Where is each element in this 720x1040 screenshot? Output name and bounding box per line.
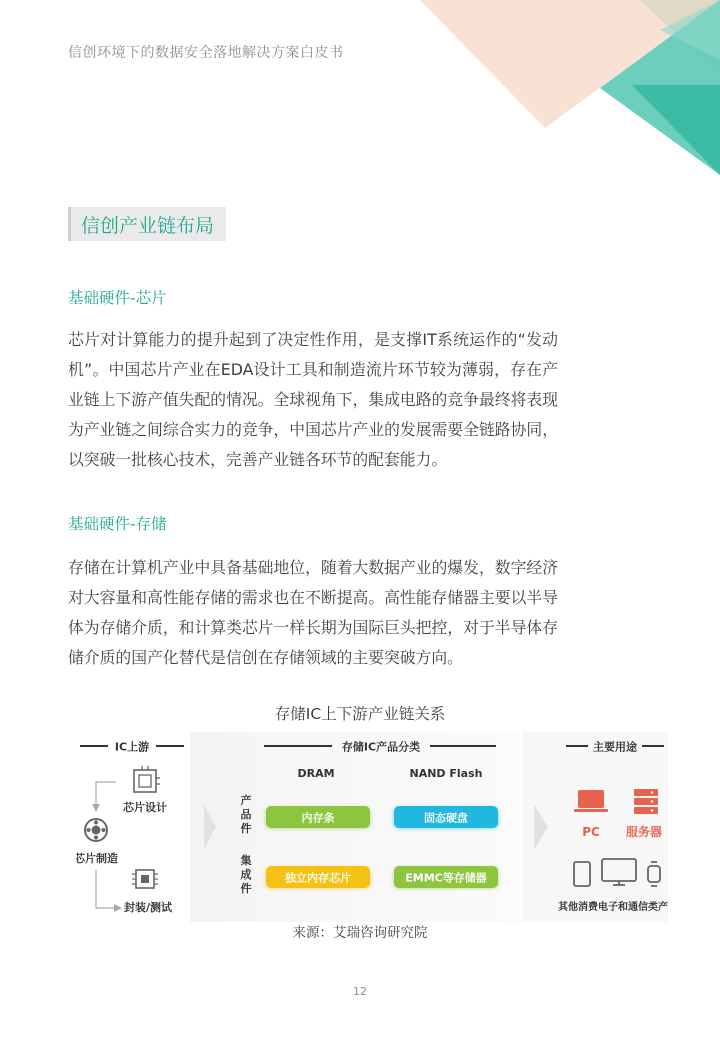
chip-manufacture-icon	[85, 819, 107, 841]
upstream-manufacture: 芯片制造	[76, 852, 118, 865]
row-integrated-1: 集	[240, 854, 252, 867]
upstream-package: 封装/测试	[123, 901, 173, 914]
pill-ssd-label: 固态硬盘	[424, 811, 468, 825]
running-header: 信创环境下的数据安全落地解决方案白皮书	[68, 45, 344, 61]
pill-dram-chip-label: 独立内存芯片	[285, 871, 351, 885]
paragraph-storage: 存储在计算机产业中具备基础地位，随着大数据产业的爆发，数字经济对大容量和高性能存储的需求也在不断提高。高性能存储器主要以半导体为存储介质，和计算类芯片一样长期为国际巨头把控，对于半导体存储介质的国产化替代是信创在存储领域的主要突破方向。	[68, 558, 558, 667]
corner-decoration	[0, 0, 720, 200]
subheading-storage: 基础硬件-存储	[68, 515, 167, 533]
server-icon	[634, 789, 658, 814]
row-label-integrated	[241, 853, 252, 895]
industry-chain-figure	[76, 732, 668, 922]
figure-source: 来源：艾瑞咨询研究院	[292, 925, 428, 941]
row-product-2: 品	[240, 808, 252, 821]
middle-header: 存储IC产品分类	[341, 740, 421, 754]
downstream-pc: PC	[582, 825, 600, 839]
section-title	[68, 207, 226, 241]
figure-title: 存储IC上下游产业链关系	[274, 705, 446, 723]
section-title-text: 信创产业链布局	[81, 214, 215, 237]
page-number: 12	[353, 985, 367, 998]
upstream-header: IC上游	[114, 740, 150, 754]
row-label-product	[241, 793, 252, 835]
downstream-header: 主要用途	[593, 740, 637, 754]
col-nand: NAND Flash	[409, 767, 483, 780]
row-integrated-2: 成	[240, 868, 252, 881]
col-dram: DRAM	[297, 767, 335, 780]
upstream-design: 芯片设计	[123, 801, 167, 814]
pill-memory-stick-label: 内存条	[301, 811, 335, 825]
row-product-3: 件	[240, 822, 252, 835]
subheading-chip: 基础硬件-芯片	[68, 289, 167, 307]
downstream-consumer: 其他消费电子和通信类产品	[558, 902, 668, 913]
package-test-icon	[132, 870, 158, 888]
row-integrated-3: 件	[240, 882, 252, 895]
pill-emmc-label: EMMC等存储器	[405, 871, 487, 885]
chip-design-icon	[134, 766, 160, 792]
downstream-server: 服务器	[625, 825, 663, 839]
row-product-1: 产	[240, 794, 252, 807]
paragraph-chip: 芯片对计算能力的提升起到了决定性作用，是支撑IT系统运作的“发动机”。中国芯片产业在EDA设计工具和制造流片环节较为薄弱，存在产业链上下游产值失配的情况。全球视角下，集成电路的竞争最终将表现为产业链之间综合实力的竞争，中国芯片产业的发展需要全链路协同，以突破一批核心技术，完善产业链各环节的配套能力。	[68, 330, 558, 469]
